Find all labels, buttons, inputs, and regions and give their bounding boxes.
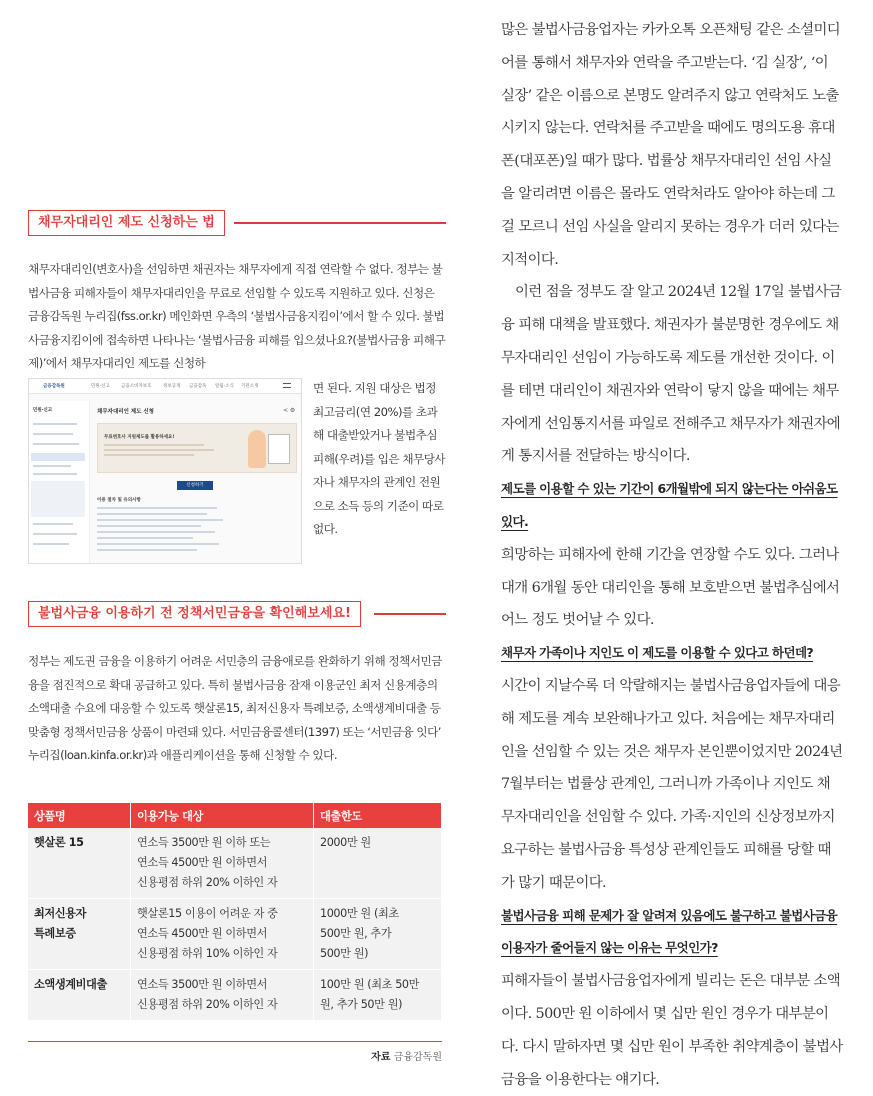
side-line <box>33 423 77 425</box>
side-line <box>33 543 69 545</box>
list-line <box>97 549 197 551</box>
banner-line <box>104 444 204 446</box>
right-column <box>501 14 843 1096</box>
screenshot-nav-item: 민원·신고 <box>91 384 110 389</box>
list-line <box>97 537 193 539</box>
section-rule <box>234 222 446 224</box>
eligible-target <box>131 828 314 899</box>
source-rule <box>28 1041 442 1042</box>
list-line <box>97 543 219 545</box>
section-header-debtor-agent <box>28 210 446 236</box>
table-header: 상품명 <box>28 803 131 828</box>
body-paragraph: 희망하는 피해자에 한해 기간을 연장할 수도 있다. 그러나 대개 6개월 동안 대리인을 통해 보호받으면 불법추심에서 어느 정도 벗어날 수 있다. <box>501 546 840 629</box>
table-row <box>28 828 442 899</box>
limit-line: 500만 원, 추가 <box>320 927 392 940</box>
screenshot-nav-item: 정보공개 <box>163 384 181 389</box>
screenshot-nav-item: 기관소개 <box>241 384 259 389</box>
policy-finance-paragraph <box>28 650 446 768</box>
list-line <box>97 531 215 533</box>
limit-line: 500만 원) <box>320 947 369 960</box>
policy-finance-text: 정부는 제도권 금융을 이용하기 어려운 서민층의 금융애로를 완화하기 위해 정책서민금융을 점진적으로 확대 공급하고 있다. 특히 불법사금융 잠재 이용군인 최저 신용계층의 소액대출 수요에 대응할 수 있도록 햇살론15, 최저신용자 특례보증, 소액생계비대출 등 맞춤형 정책서민금융 상품이 마련돼 있다. 서민금융콜센터(1397) 또는 ‘서민금융 잇다’ 누리집(loan.kinfa.or.kr)과 애플리케이션을 통해 신청할 수 있다. <box>28 654 442 762</box>
list-line <box>97 513 207 515</box>
list-line <box>97 519 223 521</box>
section-title-debtor-agent: 채무자대리인 제도 신청하는 법 <box>28 210 225 236</box>
list-line <box>97 507 217 509</box>
fss-website-screenshot <box>28 378 302 564</box>
target-line: 신용평점 하위 10% 이하인 자 <box>137 947 278 960</box>
eligible-target <box>131 970 314 1021</box>
limit-line: 100만 원 (최초 50만 <box>320 978 420 991</box>
banner-line <box>104 454 194 456</box>
banner-line <box>104 449 214 451</box>
eligible-target <box>131 899 314 970</box>
screenshot-sidebar <box>29 401 90 563</box>
side-line <box>33 443 79 445</box>
screenshot-banner <box>97 423 297 473</box>
side-line <box>33 465 71 467</box>
screenshot-logo: 금융감독원 <box>43 384 65 389</box>
body-paragraph: 피해자들이 불법사금융업자에게 빌리는 돈은 대부분 소액이다. 500만 원 이하에서 몇 십만 원인 경우가 대부분이다. 다시 말하자면 몇 십만 원이 부족한 취약계층이 불법사금융을 이용한다는 얘기다. <box>501 973 843 1088</box>
side-line <box>33 473 77 475</box>
body-paragraph: 이런 점을 정부도 잘 알고 2024년 12월 17일 불법사금융 피해 대책을 발표했다. 채권자가 불분명한 경우에도 채무자대리인 선임이 가능하도록 제도를 개선한 것이다. 이를 테면 대리인이 채권자와 연락이 닿지 않을 때에는 채무자에게 선임통지서를 파일로 전해주고 채무자가 채권자에게 통지서를 전달하는 방식이다. <box>501 284 842 465</box>
target-line: 연소득 3500만 원 이하 또는 <box>137 836 271 849</box>
product-name <box>28 899 131 970</box>
target-line: 연소득 4500만 원 이하면서 <box>137 927 268 940</box>
target-line: 연소득 4500만 원 이하면서 <box>137 856 268 869</box>
apply-button-label: 신청하기 <box>186 483 204 488</box>
table-header-row <box>28 803 442 828</box>
screenshot-list-title: 이용 절차 및 유의사항 <box>97 498 141 503</box>
body-paragraph: 많은 불법사금융업자는 카카오톡 오픈채팅 같은 소셜미디어를 통해서 채무자와 연락을 주고받는다. ‘김 실장’, ‘이 실장’ 같은 이름으로 본명도 알려주지 않고 연락처도 노출시키지 않는다. 연락처를 주고받을 때에도 명의도용 휴대폰(대포폰)일 때가 많다. 법률상 채무자대리인 선임 사실을 알리려면 이름은 몰라도 연락처라도 알아야 하는데 그걸 모르니 선임 사실을 알리지 못하는 경우가 더러 있다는 지적이다. <box>501 22 841 268</box>
apply-button[interactable] <box>177 481 213 490</box>
screenshot-main <box>93 401 298 563</box>
product-name-line: 최저신용자 <box>34 907 87 920</box>
loan-limit <box>314 828 442 899</box>
product-name: 소액생계비대출 <box>28 970 131 1021</box>
target-line: 신용평점 하위 20% 이하인 자 <box>137 998 278 1011</box>
table-source <box>28 1048 442 1063</box>
source-label: 자료 <box>371 1052 391 1063</box>
person-illustration <box>248 430 266 468</box>
side-active-item <box>31 453 85 461</box>
target-line: 신용평점 하위 20% 이하인 자 <box>137 876 278 889</box>
question-heading: 불법사금융 피해 문제가 잘 알려져 있음에도 불구하고 불법사금융 이용자가 줄어들지 않는 이유는 무엇인가? <box>501 907 838 956</box>
side-line <box>33 523 73 525</box>
document-illustration <box>268 434 290 464</box>
policy-loan-table <box>28 803 442 1021</box>
table-row <box>28 899 442 970</box>
screenshot-nav-item: 알림·소식 <box>215 384 234 389</box>
limit-line: 2000만 원 <box>320 836 371 849</box>
table-header: 이용가능 대상 <box>131 803 314 828</box>
table-row <box>28 970 442 1021</box>
screenshot-top-nav <box>29 379 301 394</box>
loan-limit <box>314 970 442 1021</box>
share-icon: < ⚙ <box>283 407 296 414</box>
limit-line: 1000만 원 (최초 <box>320 907 399 920</box>
side-line <box>33 533 77 535</box>
table-header: 대출한도 <box>314 803 442 828</box>
screenshot-nav-item: 금융감독 <box>189 384 207 389</box>
target-line: 햇살론15 이용이 어려운 자 중 <box>137 907 278 920</box>
debtor-agent-paragraph <box>28 258 446 376</box>
question-heading: 제도를 이용할 수 있는 기간이 6개월밖에 되지 않는다는 아쉬움도 있다. <box>501 481 838 529</box>
screenshot-nav-item: 금융소비자보호 <box>121 384 152 389</box>
side-submenu <box>31 481 85 517</box>
loan-limit <box>314 899 442 970</box>
section-title-policy-finance: 불법사금융 이용하기 전 정책서민금융을 확인해보세요! <box>28 601 361 627</box>
question-heading: 채무자 가족이나 지인도 이 제도를 이용할 수 있다고 하던데? <box>501 645 814 661</box>
list-line <box>97 525 201 527</box>
debtor-agent-eligibility: 면 된다. 지원 대상은 법정 최고금리(연 20%)를 초과해 대출받았거나 불법추심 피해(우려)를 입은 채무당사자나 채무자의 관계인 전원으로 소득 등의 기준이 따로 없다. <box>313 381 446 536</box>
side-line <box>33 433 73 435</box>
limit-line: 원, 추가 50만 원) <box>320 998 403 1011</box>
source-value: 금융감독원 <box>393 1052 442 1063</box>
screenshot-page-title: 채무자대리인 제도 신청 <box>97 409 154 415</box>
debtor-agent-text: 채무자대리인(변호사)을 선임하면 채권자는 채무자에게 직접 연락할 수 없다. 정부는 불법사금융 피해자들이 채무자대리인을 무료로 선임할 수 있도록 지원하고 있다. 신청은 금융감독원 누리집(fss.or.kr) 메인화면 우측의 ‘불법사금융지킴이’에서 할 수 있다. 불법사금융지킴이에 접속하면 나타나는 ‘불법사금융 피해를 입으셨나요?(불법사금융 피해구제)’에서 채무자대리인 제도를 신청하 <box>28 262 446 370</box>
screenshot-side-title: 민원·신고 <box>33 408 53 413</box>
body-paragraph: 시간이 지날수록 더 악랄해지는 불법사금융업자들에 대응해 제도를 계속 보완해나가고 있다. 처음에는 채무자대리인을 선임할 수 있는 것은 채무자 본인뿐이었지만 2024년 7월부터는 법률상 관계인, 그러니까 가족이나 지인도 채무자대리인을 선임할 수 있다. 가족·지인의 신상정보까지 요구하는 불법사금융 특성상 관계인들도 피해를 당할 때가 많기 때문이다. <box>501 677 843 891</box>
target-line: 연소득 3500만 원 이하면서 <box>137 978 268 991</box>
banner-title: 무료변호사 지원제도를 활용하세요! <box>104 435 175 440</box>
section-header-policy-finance <box>28 601 446 627</box>
menu-icon <box>283 383 291 388</box>
product-name: 햇살론 15 <box>28 828 131 899</box>
product-name-line: 특례보증 <box>34 927 76 940</box>
section-rule <box>374 613 446 615</box>
